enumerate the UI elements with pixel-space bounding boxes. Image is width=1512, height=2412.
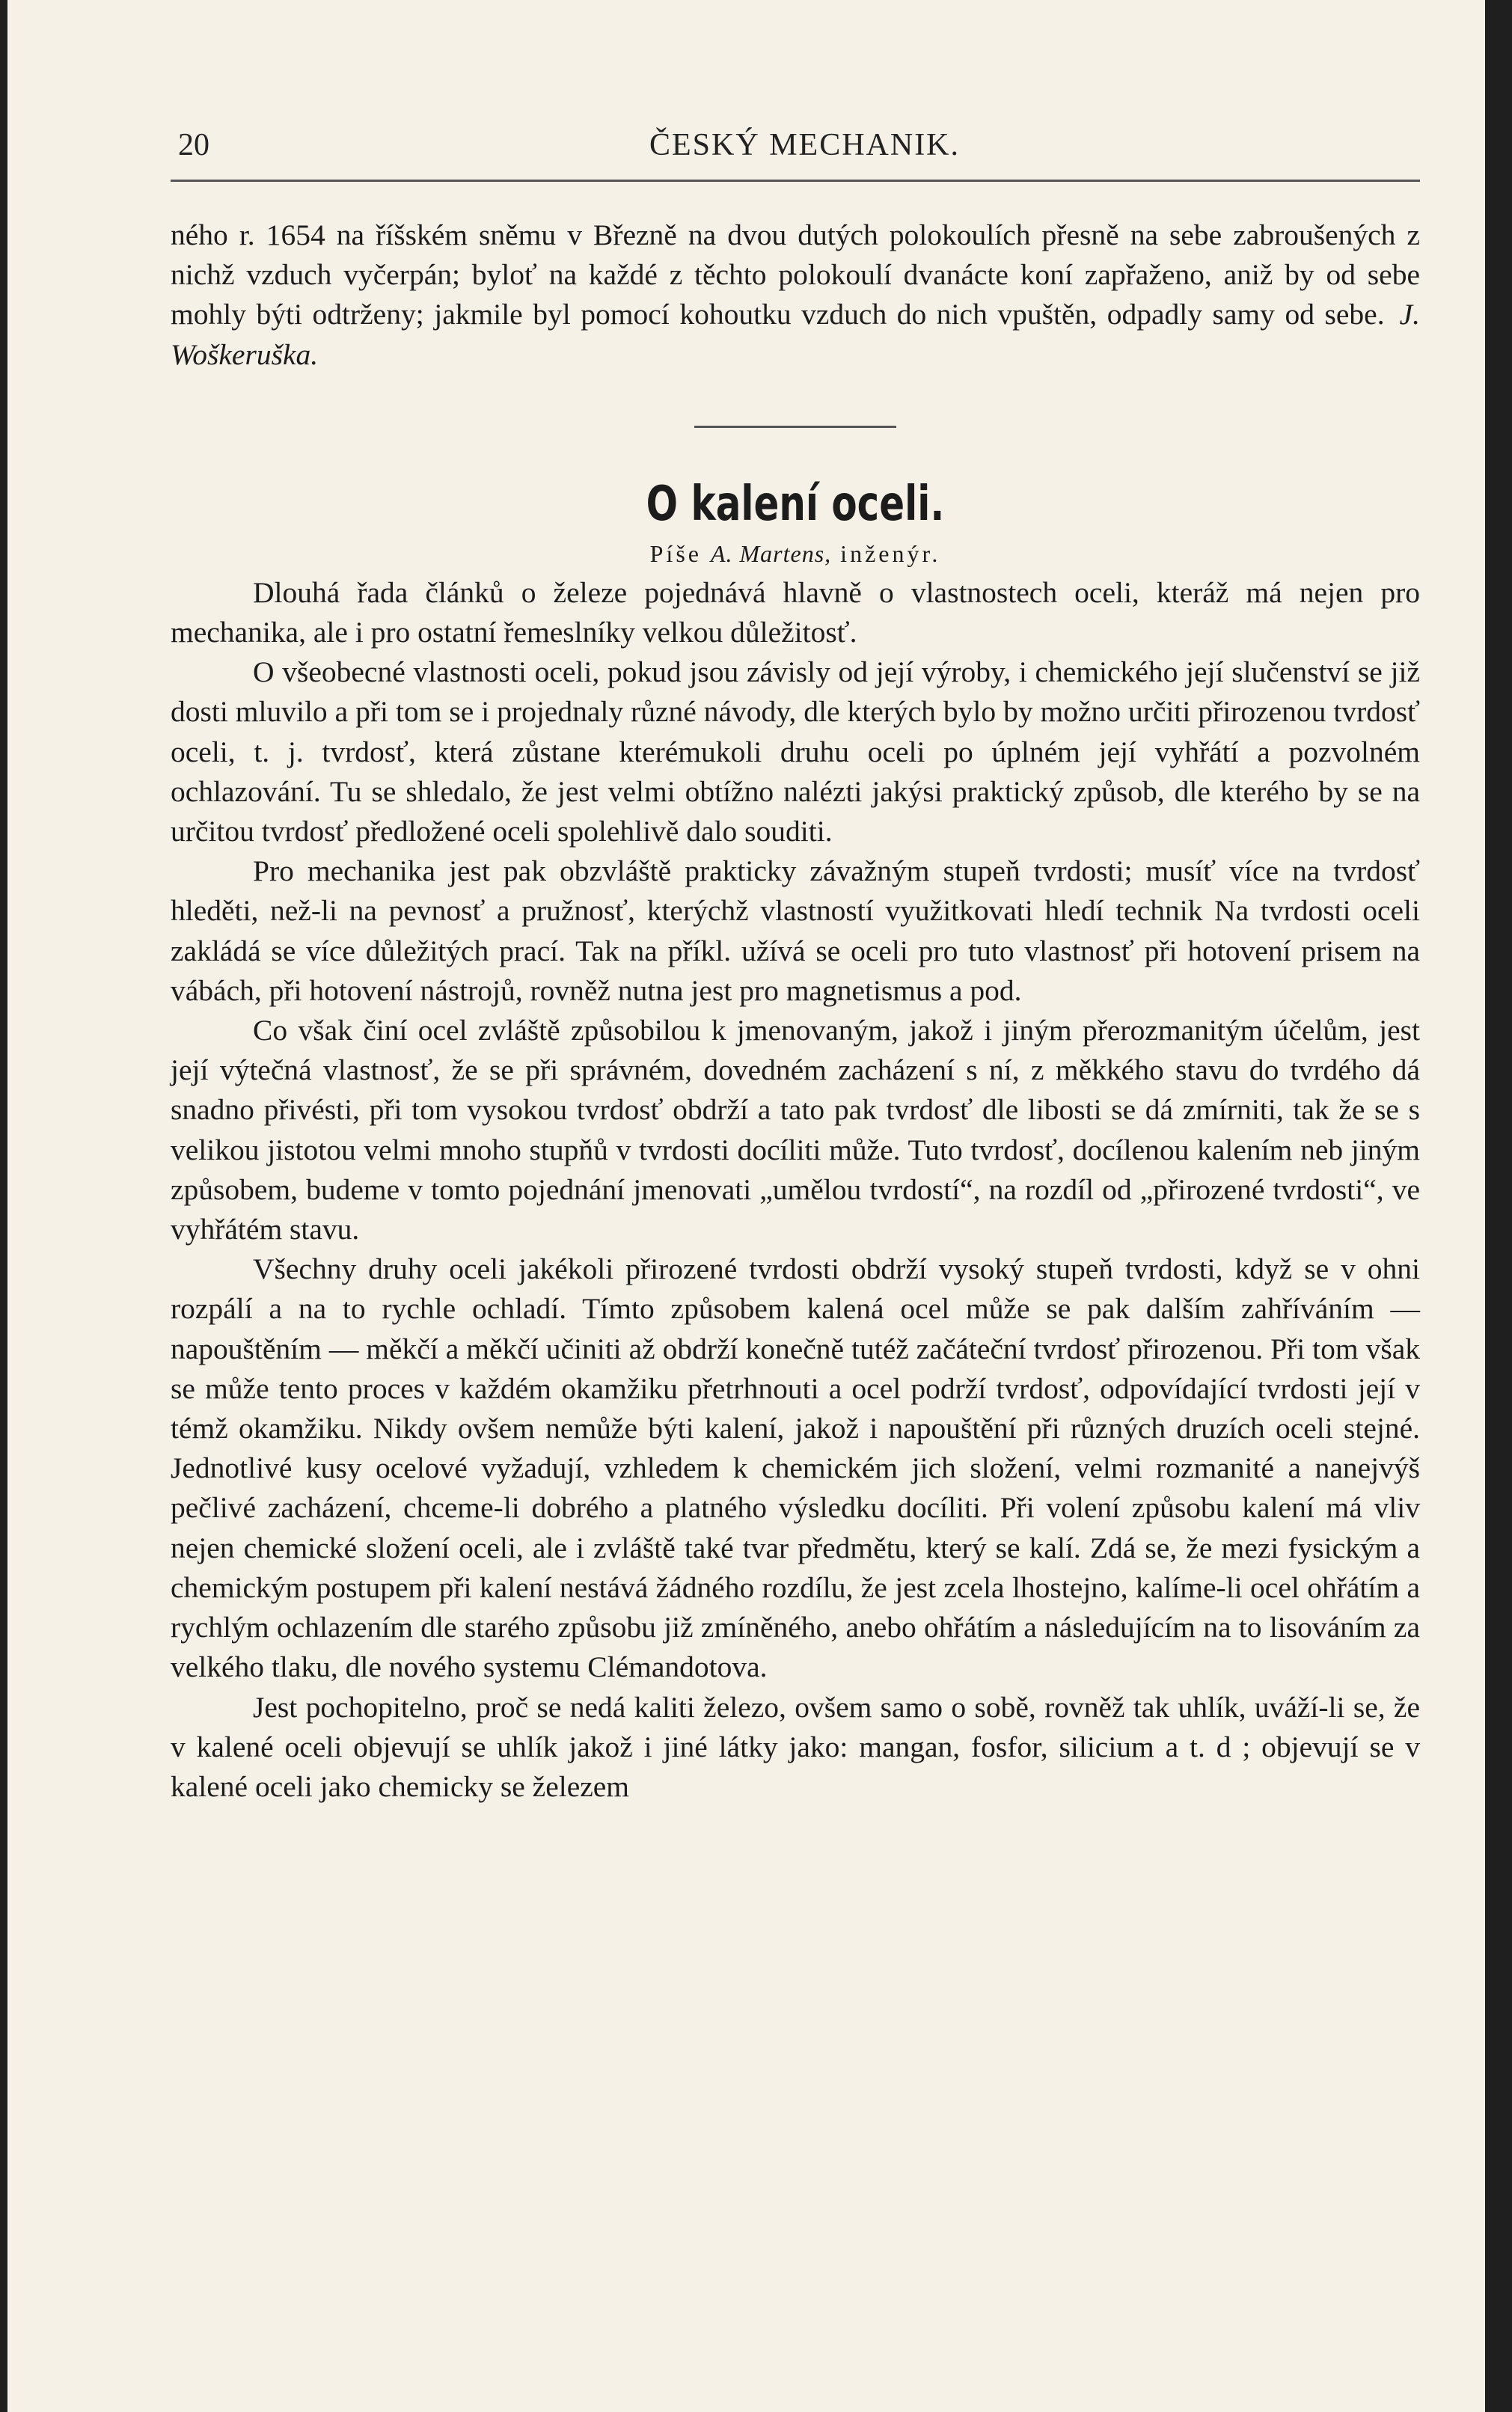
page-number: 20 [178,128,209,162]
intro-paragraph [171,215,1420,375]
page-header [178,127,1427,172]
page-content [171,215,1420,1807]
byline-suffix: inženýr. [840,539,941,567]
article-paragraph: Dlouhá řada článků o železe pojednává hlavně o vlastnostech oceli, kteráž má nejen pro mechanika, ale i pro ostatní řemeslníky velkou důležitosť. [171,575,1420,649]
article-paragraph: O všeobecné vlastnosti oceli, pokud jsou závisly od její výroby, i chemického její slučenství se již dosti mluvilo a při tom se i projednaly různé návody, dle kterých bylo by možno určiti přirozenou tvrdosť oceli, t. j. tvrdosť, která zůstane kterémukoli druhu oceli po úplném její vyhřátí a pozvolném ochlazování. Tu se shledalo, že jest velmi obtížno nalézti jakýsi praktický způsob, dle kterého by se na určitou tvrdosť předložené oceli spolehlivě dalo souditi. [171,655,1420,848]
article-paragraph: Co však činí ocel zvláště způsobilou k jmenovaným, jakož i jiným přerozmanitým účelům, jest její výtečná vlastnosť, že se při správném, dovedném zacházení s ní, z měkkého stavu do tvrdého dá snadno přivésti, při tom vysokou tvrdosť obdrží a tato pak tvrdosť dle libosti se dá zmírniti, tak že se s velikou jistotou velmi mnoho stupňů v tvrdosti docíliti může. Tuto tvrdosť, docílenou kalením neb jiným způsobem, budeme v tomto pojednání jmenovati „umělou tvrdostí“, na rozdíl od „přirozené tvrdosti“, ve vyhřátém stavu. [171,1014,1420,1246]
running-title: ČESKÝ MECHANIK. [649,128,961,162]
article-paragraph: Všechny druhy oceli jakékoli přirozené tvrdosti obdrží vysoký stupeň tvrdosti, když se v ohni rozpálí a na to rychle ochladí. Tímto způsobem kalená ocel může se pak dalším zahříváním — napouštěním — měkčí a měkčí učiniti až obdrží konečně tutéž začáteční tvrdosť přirozenou. Při tom však se může tento proces v každém okamžiku přetrhnouti a ocel podrží tvrdosť, odpovídající tvrdosti její v témž okamžiku. Nikdy ovšem nemůže býti kalení, jakož i napouštění při různých druzích oceli stejné. Jednotlivé kusy ocelové vyžadují, vzhledem k chemickém jich složení, velmi rozmanité a nanejvýš pečlivé zacházení, chceme-li dobrého a platného výsledku docíliti. Při volení způsobu kalení má vliv nejen chemické složení oceli, ale i zvláště také tvar předmětu, který se kalí. Zdá se, že mezi fysickým a chemickým postupem při kalení nestává žádného rozdílu, že jest zcela lhostejno, kalíme-li ocel ohřátím a rychlým ochlazením dle starého způsobu již zmíněného, anebo ohřátím a následujícím na to lisováním za velkého tlaku, dle nového systemu Clémandotova. [171,1252,1420,1684]
article-title: O kalení oceli. [646,476,945,532]
intro-text: ného r. 1654 na říšském sněmu v Březně na dvou dutých polokoulích přesně na sebe zabroušených z nichž vzduch vyčerpán; byloť na každé z těchto polokoulí dvanácte koní zapřaženo, aniž by od sebe mohly býti odtrženy; jakmile byl pomocí kohoutku vzduch do nich vpuštěn, odpadly samy od sebe. [171,218,1420,331]
article-paragraph: Jest pochopitelno, proč se nedá kaliti železo, ovšem samo o sobě, rovněž tak uhlík, uváží-li se, že v kalené oceli objevují se uhlík jakož i jiné látky jako: mangan, fosfor, silicium a t. d ; objevují se v kalené oceli jako chemicky se železem [171,1690,1420,1803]
intro-signature: J. Woškeruška. [171,298,1420,371]
header-rule [171,180,1420,182]
section-separator [694,426,896,428]
article-byline [171,534,1420,573]
byline-author: A. Martens, [710,539,832,567]
byline-prefix: Píše [649,539,702,567]
article-paragraph: Pro mechanika jest pak obzvláště prakticky závažným stupeň tvrdosti; musíť více na tvrdosť hleděti, než-li na pevnosť a pružnosť, kterýchž vlastností využitkovati hledí technik Na tvrdosti oceli zakládá se více důležitých prací. Tak na příkl. užívá se oceli pro tuto vlastnosť při hotovení prisem na vábách, při hotovení nástrojů, rovněž nutna jest pro magnetismus a pod. [171,854,1420,1007]
